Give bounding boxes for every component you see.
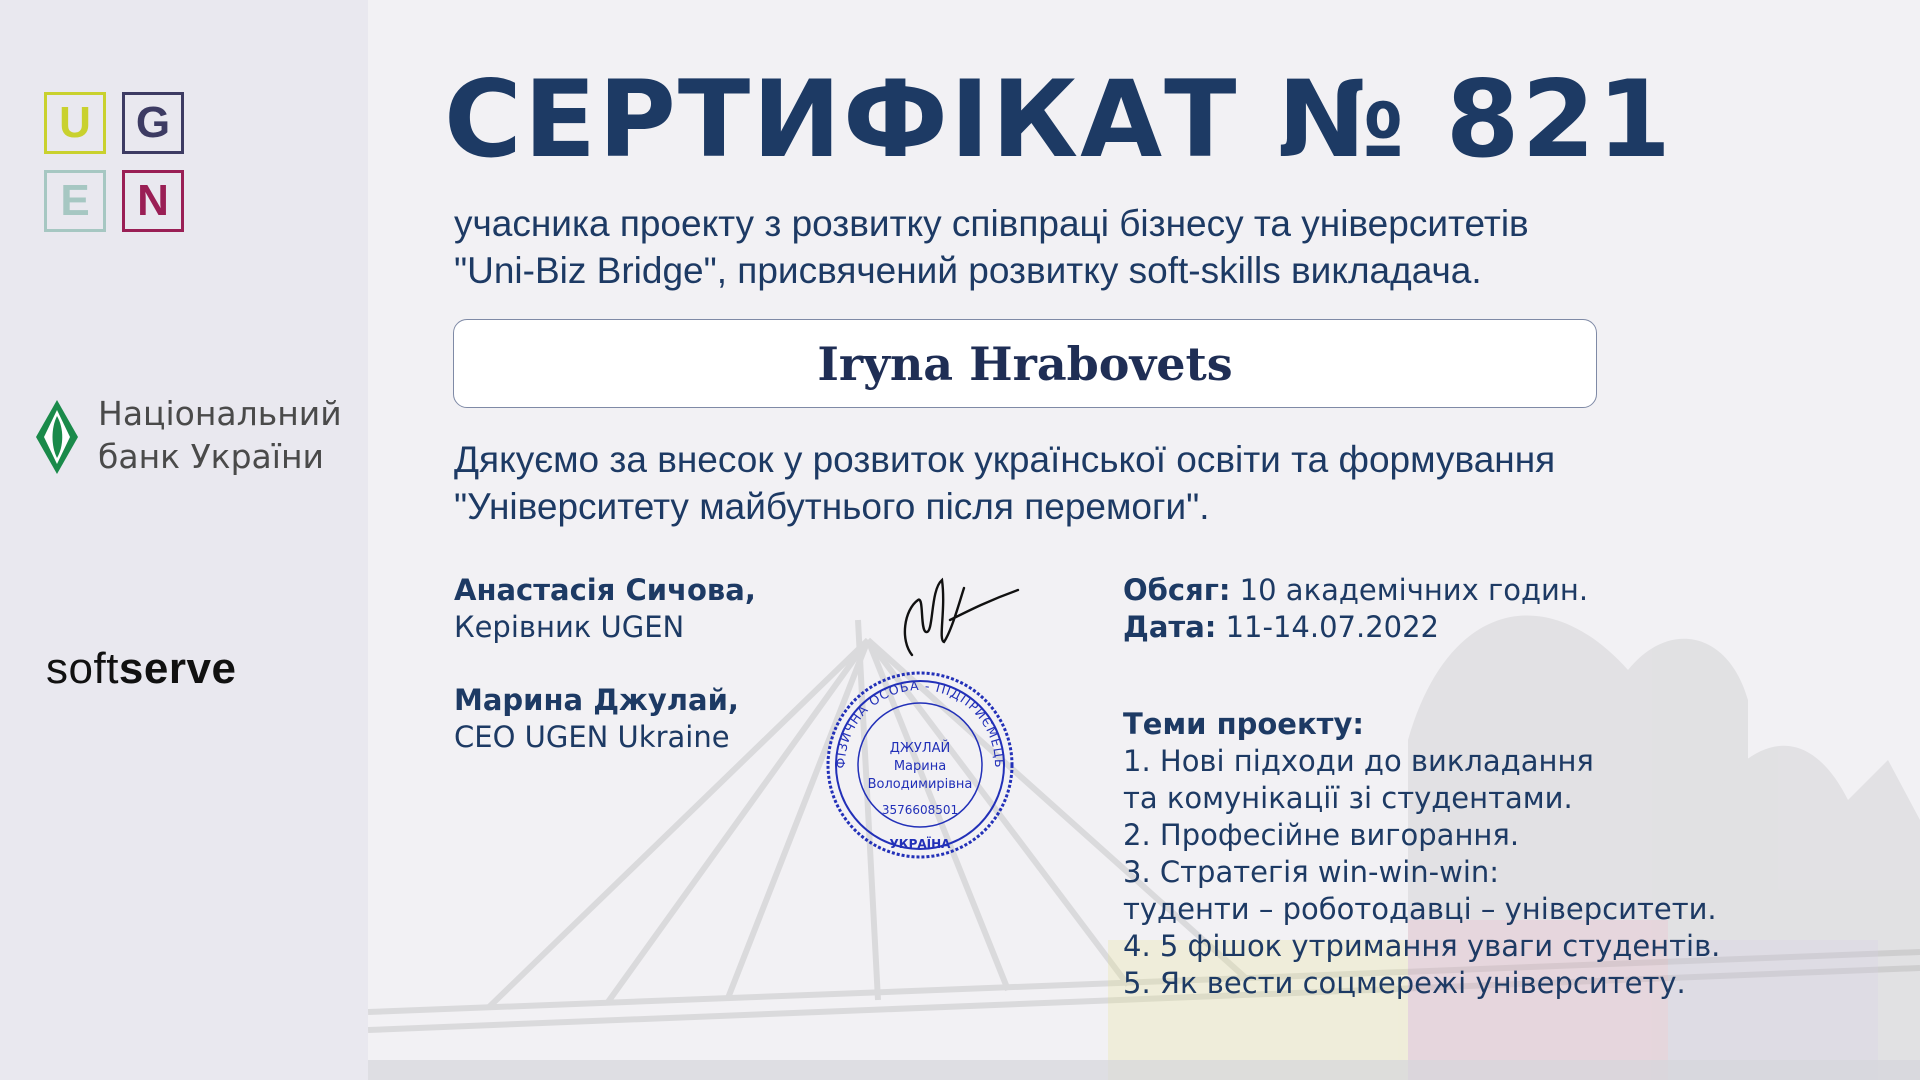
ugen-logo-g: G [122,92,184,154]
stamp-code: 3576608501 [881,803,959,817]
recipient-name-box [453,319,1597,408]
date-label: Дата: [1123,610,1217,644]
nbu-logo [34,392,354,482]
sidebar [0,0,368,1080]
signer-1-name: Анастасія Сичова, [454,573,756,607]
topic-line: 2. Професійне вигорання. [1123,818,1520,852]
subtitle-line-2: "Uni-Biz Bridge", присвячений розвитку soft-skills викладача. [454,250,1482,291]
stamp-inner-line-2: Марина [893,759,947,774]
ugen-logo-e: E [44,170,106,232]
date-row [1123,609,1588,646]
stamp-inner-line-1: ДЖУЛАЙ [889,741,951,756]
ugen-logo-u: U [44,92,106,154]
official-stamp [823,668,1017,862]
topic-line: 5. Як вести соцмережі університету. [1123,966,1686,1000]
nbu-logo-line1: Національний [98,394,342,433]
signer-1 [454,572,756,646]
topic-line: та комунікації зі студентами. [1123,781,1573,815]
thanks-text [454,436,1704,530]
stamp-country: УКРАЇНА [889,837,951,851]
signer-2-name: Марина Джулай, [454,683,739,717]
course-details [1123,572,1588,646]
topic-line: туденти – роботодавці – університети. [1123,892,1717,926]
subtitle-line-1: учасника проекту з розвитку співпраці бізнесу та університетів [454,203,1529,244]
volume-label: Обсяг: [1123,573,1231,607]
stamp-outer-text: ФІЗИЧНА ОСОБА - ПІДПРИЄМЕЦЬ [832,677,1008,769]
signer-2 [454,682,739,756]
signer-2-role: CEO UGEN Ukraine [454,720,730,754]
nbu-emblem-icon [34,398,80,476]
ugen-logo-n: N [122,170,184,232]
nbu-logo-line2: банк України [98,437,324,476]
softserve-logo-light: soft [46,644,119,693]
thanks-line-2: "Університету майбутнього після перемоги". [454,486,1210,527]
project-topics [1123,706,1720,1002]
recipient-name: Iryna Hrabovets [817,336,1233,391]
certificate-subtitle [454,200,1654,294]
thanks-line-1: Дякуємо за внесок у розвиток української освіти та формування [454,439,1556,480]
topics-heading: Теми проекту: [1123,707,1364,741]
volume-value: 10 академічних годин. [1230,573,1589,607]
topic-line: 4. 5 фішок утримання уваги студентів. [1123,929,1721,963]
ugen-logo [44,92,192,240]
topic-line: 1. Нові підходи до викладання [1123,744,1594,778]
softserve-logo-bold: serve [118,644,237,693]
handwritten-signature [890,570,1020,670]
certificate-title: СЕРТИФІКАТ № 821 [444,58,1674,181]
softserve-logo [46,644,236,694]
topic-line: 3. Стратегія win-win-win: [1123,855,1500,889]
date-value: 11-14.07.2022 [1216,610,1440,644]
nbu-logo-text [98,392,342,478]
signer-1-role: Керівник UGEN [454,610,685,644]
stamp-inner-line-3: Володимирівна [867,777,973,792]
volume-row [1123,572,1588,609]
